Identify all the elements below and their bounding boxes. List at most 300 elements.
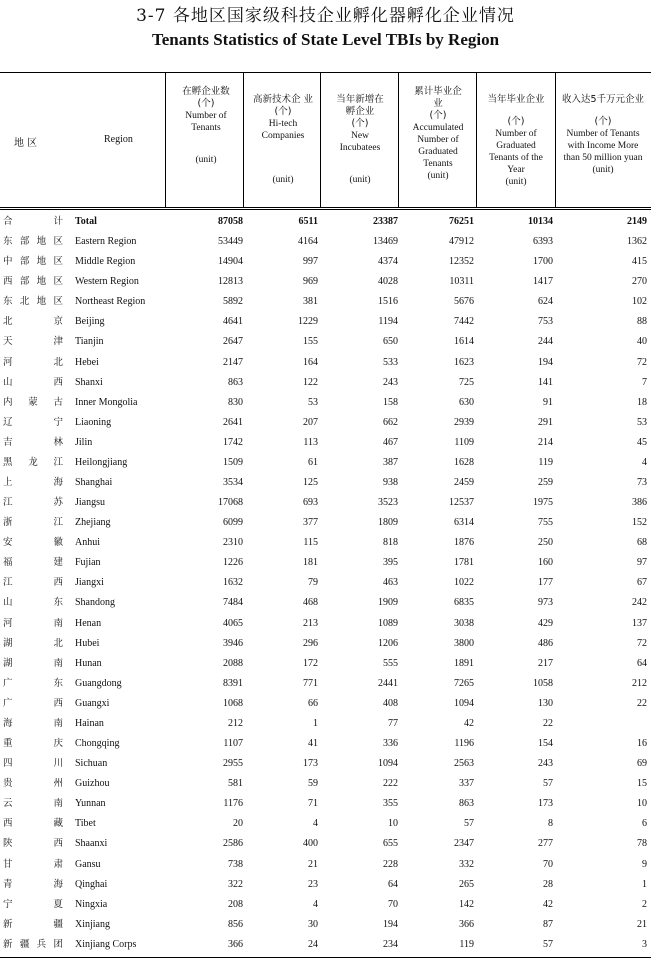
value-cell: 655 xyxy=(383,838,398,850)
region-name-english: Heilongjiang xyxy=(75,456,128,468)
value-cell: 725 xyxy=(459,376,474,388)
region-name-chinese: 广西 xyxy=(3,697,63,709)
value-cell: 59 xyxy=(308,778,318,790)
value-cell: 208 xyxy=(228,898,243,910)
table-row xyxy=(0,915,651,935)
value-cell: 1700 xyxy=(533,256,553,268)
value-cell: 242 xyxy=(632,597,647,609)
value-cell: 408 xyxy=(383,697,398,709)
value-cell: 79 xyxy=(308,577,318,589)
column-header-income-50m: 收入达5千万元企业 (个) Number of Tenants with Income More than 50 million yuan (unit) xyxy=(561,94,645,175)
value-cell: 1226 xyxy=(223,557,243,569)
region-header-english: Region xyxy=(104,134,133,145)
title-block xyxy=(0,0,651,51)
value-cell: 463 xyxy=(383,577,398,589)
region-name-chinese: 陕西 xyxy=(3,838,63,850)
value-cell: 212 xyxy=(228,717,243,729)
value-cell: 91 xyxy=(543,396,553,408)
table-row xyxy=(0,393,651,413)
value-cell: 68 xyxy=(637,537,647,549)
value-cell: 4028 xyxy=(378,276,398,288)
value-cell: 194 xyxy=(538,356,553,368)
value-cell: 69 xyxy=(637,758,647,770)
value-cell: 22 xyxy=(637,697,647,709)
region-name-english: Liaoning xyxy=(75,416,112,428)
value-cell: 3038 xyxy=(454,617,474,629)
value-cell: 77 xyxy=(388,717,398,729)
value-cell: 386 xyxy=(632,497,647,509)
value-cell: 630 xyxy=(459,396,474,408)
table-row xyxy=(0,754,651,774)
value-cell: 222 xyxy=(383,778,398,790)
value-cell: 14904 xyxy=(218,256,243,268)
table-row xyxy=(0,473,651,493)
table-row xyxy=(0,714,651,734)
value-cell: 377 xyxy=(303,517,318,529)
region-name-chinese: 辽宁 xyxy=(3,416,63,428)
value-cell: 119 xyxy=(538,456,553,468)
column-header-hitech: 高新技术企 业 (个) Hi-tech Companies (unit) xyxy=(252,94,314,185)
value-cell: 4 xyxy=(642,456,647,468)
value-cell: 12537 xyxy=(449,497,474,509)
region-name-english: Hainan xyxy=(75,717,104,729)
value-cell: 115 xyxy=(303,537,318,549)
table-row xyxy=(0,614,651,634)
region-name-chinese: 河南 xyxy=(3,617,63,629)
value-cell: 243 xyxy=(383,376,398,388)
value-cell: 381 xyxy=(303,296,318,308)
region-name-english: Guangxi xyxy=(75,697,110,709)
value-cell: 738 xyxy=(228,858,243,870)
value-cell: 72 xyxy=(637,356,647,368)
table-row xyxy=(0,513,651,533)
region-name-english: Total xyxy=(75,216,97,227)
value-cell: 1809 xyxy=(378,517,398,529)
value-cell: 1176 xyxy=(223,798,243,810)
value-cell: 3946 xyxy=(223,637,243,649)
value-cell: 137 xyxy=(632,617,647,629)
region-name-english: Shandong xyxy=(75,597,115,609)
value-cell: 243 xyxy=(538,758,553,770)
value-cell: 42 xyxy=(543,898,553,910)
table-row-total xyxy=(0,212,651,232)
value-cell: 244 xyxy=(538,336,553,348)
value-cell: 1975 xyxy=(533,497,553,509)
value-cell: 4 xyxy=(313,898,318,910)
value-cell: 1614 xyxy=(454,336,474,348)
region-name-english: Ningxia xyxy=(75,898,108,910)
column-header-new-incubatees: 当年新增在孵企业 (个) New Incubatees (unit) xyxy=(336,94,384,185)
value-cell: 1891 xyxy=(454,657,474,669)
region-name-english: Fujian xyxy=(75,557,101,569)
region-name-english: Western Region xyxy=(75,276,139,288)
value-cell: 533 xyxy=(383,356,398,368)
value-cell: 863 xyxy=(228,376,243,388)
value-cell: 3534 xyxy=(223,477,243,489)
value-cell: 88 xyxy=(637,316,647,328)
table-row xyxy=(0,834,651,854)
value-cell: 693 xyxy=(303,497,318,509)
value-cell: 10 xyxy=(388,818,398,830)
value-cell: 270 xyxy=(632,276,647,288)
value-cell: 214 xyxy=(538,436,553,448)
value-cell: 23 xyxy=(308,878,318,890)
value-cell: 755 xyxy=(538,517,553,529)
value-cell: 122 xyxy=(303,376,318,388)
value-cell: 78 xyxy=(637,838,647,850)
table-row xyxy=(0,232,651,252)
region-name-english: Sichuan xyxy=(75,758,108,770)
table-row xyxy=(0,533,651,553)
value-cell: 997 xyxy=(303,256,318,268)
region-name-english: Xinjiang xyxy=(75,918,110,930)
value-cell: 291 xyxy=(538,416,553,428)
value-cell: 177 xyxy=(538,577,553,589)
value-cell: 468 xyxy=(303,597,318,609)
value-cell: 160 xyxy=(538,557,553,569)
value-cell: 7265 xyxy=(454,677,474,689)
value-cell: 662 xyxy=(383,416,398,428)
value-cell: 2563 xyxy=(454,758,474,770)
value-cell: 53449 xyxy=(218,236,243,248)
value-cell: 2939 xyxy=(454,416,474,428)
region-name-english: Beijing xyxy=(75,316,105,328)
region-name-english: Jilin xyxy=(75,436,93,448)
value-cell: 22 xyxy=(543,717,553,729)
value-cell: 2147 xyxy=(223,356,243,368)
value-cell: 102 xyxy=(632,296,647,308)
table-row xyxy=(0,654,651,674)
table-row xyxy=(0,634,651,654)
value-cell: 16 xyxy=(637,738,647,750)
table-row xyxy=(0,493,651,513)
region-name-english: Hunan xyxy=(75,657,102,669)
region-name-chinese: 上海 xyxy=(3,477,63,489)
value-cell: 119 xyxy=(459,938,474,950)
region-name-english: Tianjin xyxy=(75,336,104,348)
value-cell: 15 xyxy=(637,778,647,790)
value-cell: 172 xyxy=(303,657,318,669)
value-cell: 173 xyxy=(538,798,553,810)
value-cell: 1 xyxy=(313,717,318,729)
region-name-chinese: 内蒙古 xyxy=(3,396,63,408)
value-cell: 8391 xyxy=(223,677,243,689)
value-cell: 64 xyxy=(388,878,398,890)
column-header-accumulated-graduated: 累计毕业企 业 (个) Accumulated Number of Graduated Tenants (unit) xyxy=(412,86,464,181)
value-cell: 67 xyxy=(637,577,647,589)
region-name-chinese: 山东 xyxy=(3,597,63,609)
region-name-chinese: 东北地区 xyxy=(3,296,63,308)
value-cell: 45 xyxy=(637,436,647,448)
region-name-english: Hebei xyxy=(75,356,99,368)
value-cell: 207 xyxy=(303,416,318,428)
value-cell: 2641 xyxy=(223,416,243,428)
value-cell: 415 xyxy=(632,256,647,268)
table-row xyxy=(0,694,651,714)
region-name-english: Shaanxi xyxy=(75,838,108,850)
value-cell: 366 xyxy=(459,918,474,930)
value-cell: 1022 xyxy=(454,577,474,589)
value-cell: 277 xyxy=(538,838,553,850)
value-cell: 2955 xyxy=(223,758,243,770)
value-cell: 2 xyxy=(642,898,647,910)
value-cell: 1509 xyxy=(223,456,243,468)
value-cell: 87 xyxy=(543,918,553,930)
region-name-chinese: 海南 xyxy=(3,717,63,729)
region-name-chinese: 西藏 xyxy=(3,818,63,830)
region-name-chinese: 宁夏 xyxy=(3,898,63,910)
table-row xyxy=(0,292,651,312)
region-name-chinese: 东部地区 xyxy=(3,236,63,248)
region-name-english: Guangdong xyxy=(75,677,122,689)
region-name-english: Jiangsu xyxy=(75,497,105,509)
value-cell: 73 xyxy=(637,477,647,489)
value-cell: 1094 xyxy=(454,697,474,709)
value-cell: 400 xyxy=(303,838,318,850)
value-cell: 624 xyxy=(538,296,553,308)
value-cell: 6835 xyxy=(454,597,474,609)
value-cell: 76251 xyxy=(449,216,474,227)
table-title-english: Tenants Statistics of State Level TBIs by Region xyxy=(151,30,500,49)
value-cell: 1229 xyxy=(298,316,318,328)
value-cell: 97 xyxy=(637,557,647,569)
value-cell: 2441 xyxy=(378,677,398,689)
value-cell: 57 xyxy=(464,818,474,830)
value-cell: 21 xyxy=(308,858,318,870)
value-cell: 2149 xyxy=(627,216,647,227)
value-cell: 863 xyxy=(459,798,474,810)
value-cell: 64 xyxy=(637,657,647,669)
table-row xyxy=(0,573,651,593)
value-cell: 6511 xyxy=(298,216,318,227)
region-name-english: Guizhou xyxy=(75,778,110,790)
value-cell: 155 xyxy=(303,336,318,348)
value-cell: 6393 xyxy=(533,236,553,248)
table-row xyxy=(0,553,651,573)
table-row xyxy=(0,312,651,332)
value-cell: 4 xyxy=(313,818,318,830)
value-cell: 1094 xyxy=(378,758,398,770)
table-row xyxy=(0,734,651,754)
value-cell: 555 xyxy=(383,657,398,669)
value-cell: 234 xyxy=(383,938,398,950)
region-name-english: Zhejiang xyxy=(75,517,111,529)
table-row xyxy=(0,674,651,694)
value-cell: 650 xyxy=(383,336,398,348)
value-cell: 72 xyxy=(637,637,647,649)
value-cell: 7442 xyxy=(454,316,474,328)
region-name-english: Chongqing xyxy=(75,738,120,750)
region-name-chinese: 云南 xyxy=(3,798,63,810)
value-cell: 366 xyxy=(228,938,243,950)
header-rule-double xyxy=(0,209,651,210)
value-cell: 387 xyxy=(383,456,398,468)
table-row xyxy=(0,895,651,915)
value-cell: 1109 xyxy=(454,436,474,448)
value-cell: 12813 xyxy=(218,276,243,288)
value-cell: 6099 xyxy=(223,517,243,529)
value-cell: 3523 xyxy=(378,497,398,509)
value-cell: 10134 xyxy=(528,216,553,227)
region-name-chinese: 浙江 xyxy=(3,517,63,529)
value-cell: 61 xyxy=(308,456,318,468)
value-cell: 4641 xyxy=(223,316,243,328)
region-name-chinese: 安徽 xyxy=(3,537,63,549)
value-cell: 21 xyxy=(637,918,647,930)
table-row xyxy=(0,373,651,393)
table-row xyxy=(0,794,651,814)
region-name-chinese: 甘肃 xyxy=(3,858,63,870)
region-name-chinese: 新疆 xyxy=(3,918,63,930)
region-name-english: Xinjiang Corps xyxy=(75,938,137,950)
value-cell: 28 xyxy=(543,878,553,890)
table-row xyxy=(0,593,651,613)
value-cell: 818 xyxy=(383,537,398,549)
value-cell: 395 xyxy=(383,557,398,569)
value-cell: 7484 xyxy=(223,597,243,609)
region-name-english: Inner Mongolia xyxy=(75,396,138,408)
region-name-chinese: 黑龙江 xyxy=(3,456,63,468)
region-name-chinese: 天津 xyxy=(3,336,63,348)
top-rule xyxy=(0,72,651,73)
value-cell: 1628 xyxy=(454,456,474,468)
value-cell: 154 xyxy=(538,738,553,750)
value-cell: 250 xyxy=(538,537,553,549)
value-cell: 1196 xyxy=(454,738,474,750)
value-cell: 1194 xyxy=(378,316,398,328)
value-cell: 158 xyxy=(383,396,398,408)
bottom-rule xyxy=(0,957,651,958)
table-row xyxy=(0,935,651,955)
value-cell: 259 xyxy=(538,477,553,489)
column-divider xyxy=(320,73,321,207)
region-name-english: Yunnan xyxy=(75,798,106,810)
value-cell: 753 xyxy=(538,316,553,328)
value-cell: 2347 xyxy=(454,838,474,850)
region-name-chinese: 吉林 xyxy=(3,436,63,448)
value-cell: 1068 xyxy=(223,697,243,709)
value-cell: 1089 xyxy=(378,617,398,629)
region-name-chinese: 江苏 xyxy=(3,497,63,509)
value-cell: 9 xyxy=(642,858,647,870)
value-cell: 142 xyxy=(459,898,474,910)
table-row xyxy=(0,272,651,292)
value-cell: 7 xyxy=(642,376,647,388)
region-name-english: Northeast Region xyxy=(75,296,146,308)
value-cell: 830 xyxy=(228,396,243,408)
value-cell: 1876 xyxy=(454,537,474,549)
value-cell: 41 xyxy=(308,738,318,750)
value-cell: 87058 xyxy=(218,216,243,227)
value-cell: 2310 xyxy=(223,537,243,549)
value-cell: 1 xyxy=(642,878,647,890)
value-cell: 10311 xyxy=(449,276,474,288)
value-cell: 57 xyxy=(543,938,553,950)
region-name-english: Hubei xyxy=(75,637,100,649)
value-cell: 12352 xyxy=(449,256,474,268)
value-cell: 18 xyxy=(637,396,647,408)
table-row xyxy=(0,814,651,834)
column-divider xyxy=(476,73,477,207)
value-cell: 1058 xyxy=(533,677,553,689)
value-cell: 1362 xyxy=(627,236,647,248)
value-cell: 4164 xyxy=(298,236,318,248)
region-name-english: Tibet xyxy=(75,818,96,830)
value-cell: 1417 xyxy=(533,276,553,288)
region-name-english: Anhui xyxy=(75,537,100,549)
value-cell: 212 xyxy=(632,677,647,689)
value-cell: 228 xyxy=(383,858,398,870)
value-cell: 1909 xyxy=(378,597,398,609)
value-cell: 1516 xyxy=(378,296,398,308)
region-name-english: Jiangxi xyxy=(75,577,104,589)
region-name-english: Gansu xyxy=(75,858,101,870)
value-cell: 467 xyxy=(383,436,398,448)
region-name-chinese: 新疆兵团 xyxy=(3,938,63,950)
value-cell: 217 xyxy=(538,657,553,669)
table-row xyxy=(0,353,651,373)
region-name-chinese: 福建 xyxy=(3,557,63,569)
value-cell: 2088 xyxy=(223,657,243,669)
value-cell: 4065 xyxy=(223,617,243,629)
value-cell: 4374 xyxy=(378,256,398,268)
value-cell: 66 xyxy=(308,697,318,709)
value-cell: 2459 xyxy=(454,477,474,489)
value-cell: 3 xyxy=(642,938,647,950)
value-cell: 13469 xyxy=(373,236,398,248)
value-cell: 1623 xyxy=(454,356,474,368)
region-name-english: Henan xyxy=(75,617,102,629)
value-cell: 20 xyxy=(233,818,243,830)
table-row xyxy=(0,453,651,473)
value-cell: 141 xyxy=(538,376,553,388)
value-cell: 336 xyxy=(383,738,398,750)
region-name-chinese: 广东 xyxy=(3,677,63,689)
value-cell: 70 xyxy=(543,858,553,870)
region-name-chinese: 北京 xyxy=(3,316,63,328)
table-row xyxy=(0,875,651,895)
column-header-tenants: 在孵企业数 (个) Number of Tenants (unit) xyxy=(182,86,230,165)
value-cell: 130 xyxy=(538,697,553,709)
value-cell: 337 xyxy=(459,778,474,790)
region-name-chinese: 西部地区 xyxy=(3,276,63,288)
value-cell: 53 xyxy=(637,416,647,428)
value-cell: 265 xyxy=(459,878,474,890)
value-cell: 2586 xyxy=(223,838,243,850)
region-name-english: Middle Region xyxy=(75,256,136,268)
region-name-chinese: 四川 xyxy=(3,758,63,770)
value-cell: 152 xyxy=(632,517,647,529)
value-cell: 23387 xyxy=(373,216,398,227)
value-cell: 71 xyxy=(308,798,318,810)
region-name-chinese: 河北 xyxy=(3,356,63,368)
table-row xyxy=(0,433,651,453)
value-cell: 2647 xyxy=(223,336,243,348)
value-cell: 113 xyxy=(303,436,318,448)
region-name-chinese: 湖南 xyxy=(3,657,63,669)
value-cell: 24 xyxy=(308,938,318,950)
region-header-chinese: 地 区 xyxy=(14,138,38,149)
value-cell: 213 xyxy=(303,617,318,629)
value-cell: 486 xyxy=(538,637,553,649)
value-cell: 30 xyxy=(308,918,318,930)
region-name-english: Shanxi xyxy=(75,376,103,388)
value-cell: 70 xyxy=(388,898,398,910)
column-header-graduated-of-year: 当年毕业企业 (个) Number of Graduated Tenants of the Year (unit) xyxy=(487,94,545,187)
table-body xyxy=(0,212,651,955)
region-name-english: Shanghai xyxy=(75,477,113,489)
value-cell: 181 xyxy=(303,557,318,569)
